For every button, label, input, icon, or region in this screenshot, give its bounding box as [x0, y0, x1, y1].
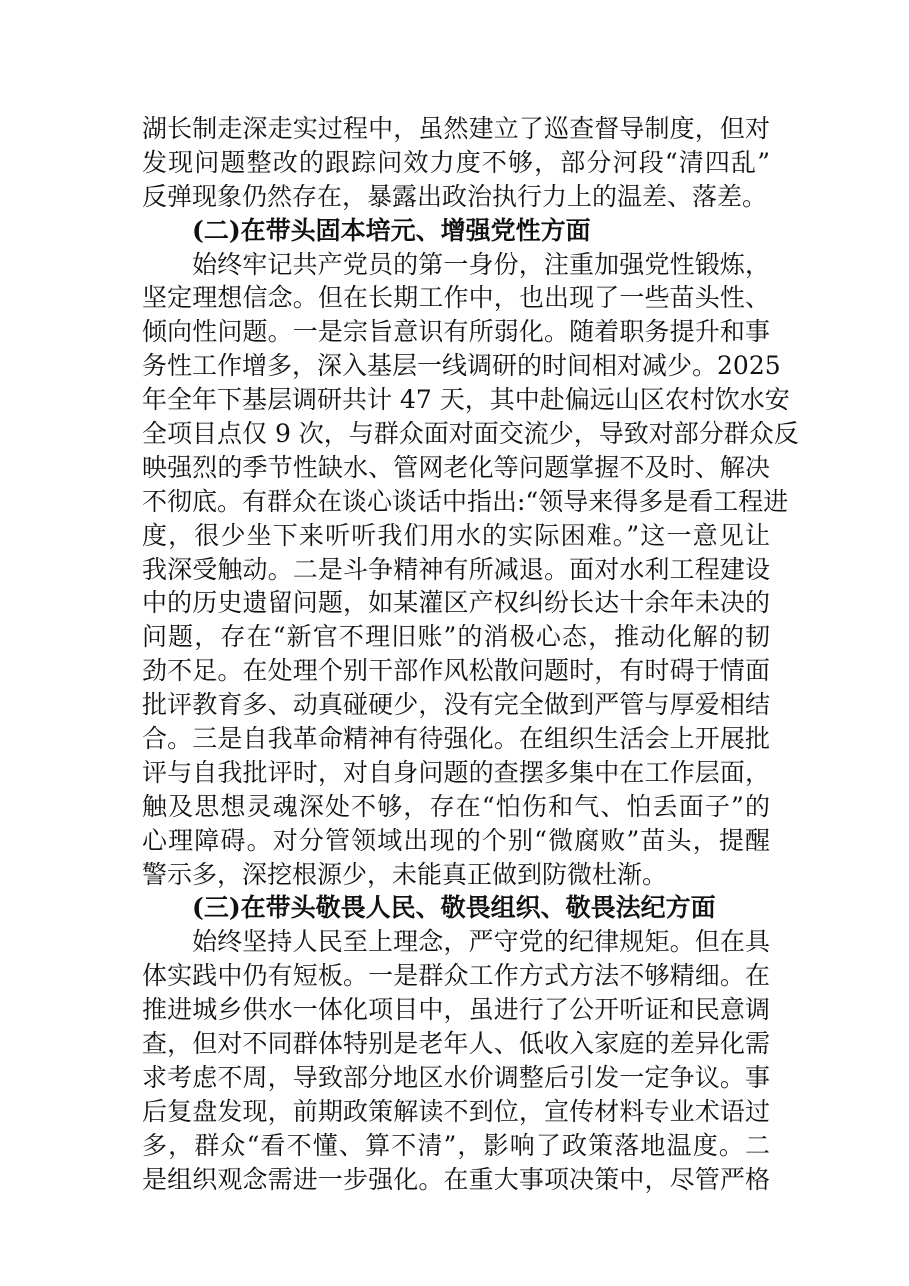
paragraph-line: 倾向性问题。一是宗旨意识有所弱化。随着职务提升和事: [142, 317, 770, 347]
paragraph-line: 批评教育多、动真碰硬少，没有完全做到严管与厚爱相结: [142, 690, 770, 720]
paragraph-line: 湖长制走深走实过程中，虽然建立了巡查督导制度，但对: [142, 114, 770, 143]
paragraph-line: 我深受触动。二是斗争精神有所减退。面对水利工程建设: [142, 554, 770, 584]
paragraph-line: 度，很少坐下来听听我们用水的实际困难。”这一意见让: [142, 520, 770, 550]
paragraph-line: 始终坚持人民至上理念，严守党的纪律规矩。但在具: [192, 927, 770, 957]
paragraph-line: 查，但对不同群体特别是老年人、低收入家庭的差异化需: [142, 1029, 770, 1059]
paragraph-line: 是组织观念需进一步强化。在重大事项决策中，尽管严格: [142, 1164, 770, 1194]
paragraph-line: 求考虑不周，导致部分地区水价调整后引发一定争议。事: [142, 1062, 770, 1092]
paragraph-line: 触及思想灵魂深处不够，存在“怕伤和气、怕丢面子”的: [142, 791, 770, 821]
paragraph-line: 中的历史遗留问题，如某灌区产权纠纷长达十余年未决的: [142, 588, 770, 618]
paragraph-line: 务性工作增多，深入基层一线调研的时间相对减少。2025: [142, 351, 781, 381]
paragraph-line: 评与自我批评时，对自身问题的查摆多集中在工作层面，: [142, 757, 770, 787]
paragraph-line: 全项目点仅 9 次，与群众面对面交流少，导致对部分群众反: [142, 419, 799, 449]
paragraph-line: 多，群众“看不懂、算不清”，影响了政策落地温度。二: [142, 1130, 770, 1160]
paragraph-line: 劲不足。在处理个别干部作风松散问题时，有时碍于情面: [142, 656, 770, 686]
paragraph-line: 坚定理想信念。但在长期工作中，也出现了一些苗头性、: [142, 283, 770, 313]
paragraph-line: 合。三是自我革命精神有待强化。在组织生活会上开展批: [142, 724, 770, 754]
paragraph-line: 推进城乡供水一体化项目中，虽进行了公开听证和民意调: [142, 995, 770, 1025]
section-heading-3: (三)在带头敬畏人民、敬畏组织、敬畏法纪方面: [192, 893, 716, 923]
paragraph-line: 不彻底。有群众在谈心谈话中指出:“领导来得多是看工程进: [142, 486, 789, 516]
paragraph-line: 年全年下基层调研共计 47 天，其中赴偏远山区农村饮水安: [142, 385, 790, 415]
paragraph-line: 警示多，深挖根源少，未能真正做到防微杜渐。: [142, 859, 668, 889]
document-page: [142, 112, 799, 1197]
paragraph-line: 始终牢记共产党员的第一身份，注重加强党性锻炼，: [192, 249, 770, 279]
section-heading-2: (二)在带头固本培元、增强党性方面: [192, 215, 591, 245]
paragraph-line: 体实践中仍有短板。一是群众工作方式方法不够精细。在: [142, 961, 770, 991]
paragraph-line: 问题，存在“新官不理旧账”的消极心态，推动化解的韧: [142, 622, 770, 652]
paragraph-line: 映强烈的季节性缺水、管网老化等问题掌握不及时、解决: [142, 452, 770, 482]
paragraph-line: 发现问题整改的跟踪问效力度不够，部分河段“清四乱”: [142, 147, 770, 177]
paragraph-line: 后复盘发现，前期政策解读不到位，宣传材料专业术语过: [142, 1096, 770, 1126]
paragraph-line: 心理障碍。对分管领域出现的个别“微腐败”苗头，提醒: [142, 825, 770, 855]
paragraph-line: 反弹现象仍然存在，暴露出政治执行力上的温差、落差。: [142, 181, 768, 211]
